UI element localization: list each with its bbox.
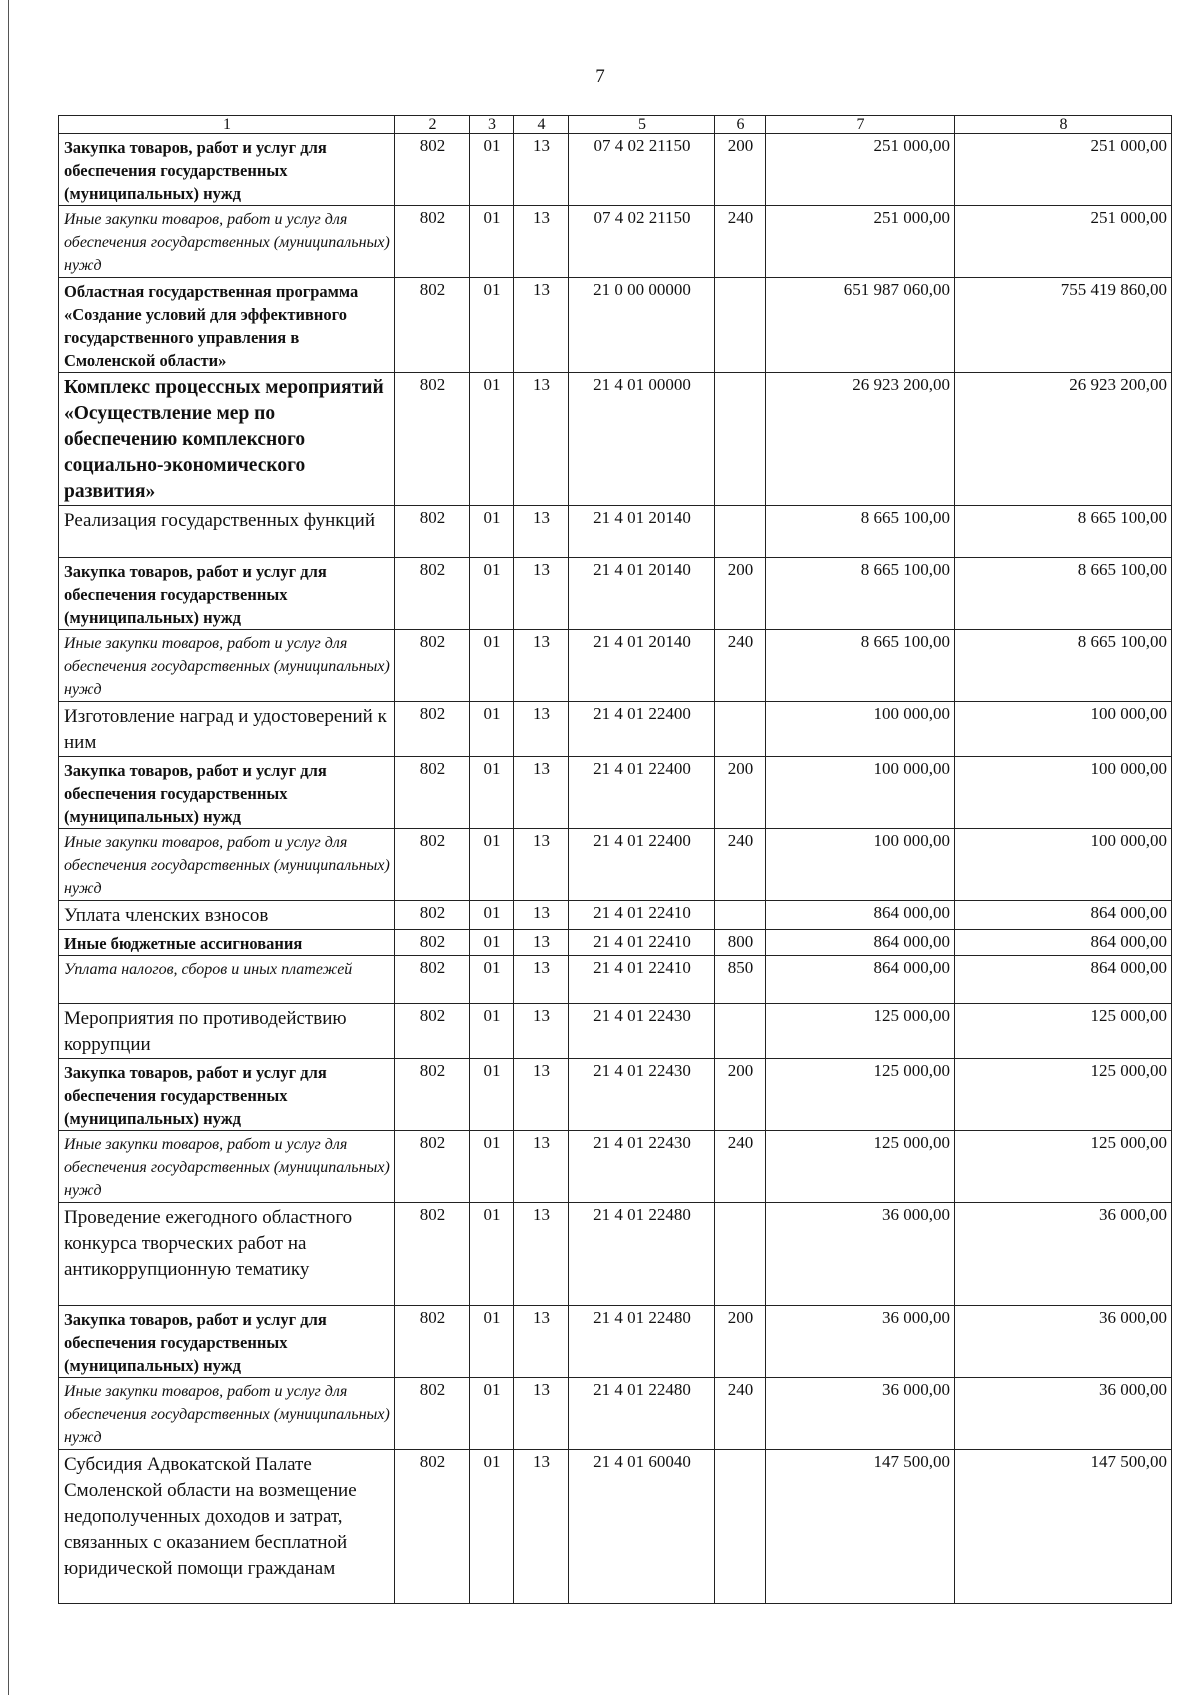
- page-number: 7: [595, 66, 605, 87]
- target-article-code: 21 4 01 22480: [569, 1378, 715, 1450]
- section-code: 01: [470, 134, 514, 206]
- subsection-code: 13: [514, 1203, 569, 1306]
- target-article-code: 21 4 01 60040: [569, 1450, 715, 1604]
- table-row: [59, 1203, 1172, 1306]
- header-cell: 7: [766, 116, 955, 134]
- amount-year-2: 864 000,00: [955, 956, 1172, 1004]
- amount-year-2: 8 665 100,00: [955, 630, 1172, 702]
- item-name: Иные бюджетные ассигнования: [59, 930, 395, 956]
- amount-year-2: 125 000,00: [955, 1004, 1172, 1059]
- table-row: [59, 757, 1172, 829]
- expense-type-code: [715, 901, 766, 930]
- expense-type-code: [715, 373, 766, 506]
- subsection-code: 13: [514, 956, 569, 1004]
- subsection-code: 13: [514, 1059, 569, 1131]
- table-row: [59, 956, 1172, 1004]
- item-name: Уплата членских взносов: [59, 901, 395, 930]
- amount-year-2: 8 665 100,00: [955, 506, 1172, 558]
- target-article-code: 21 4 01 22400: [569, 829, 715, 901]
- table-row: [59, 134, 1172, 206]
- item-name: Иные закупки товаров, работ и услуг для обеспечения государственных (муниципальных) нужд: [59, 1131, 395, 1203]
- section-code: 01: [470, 278, 514, 373]
- section-code: 01: [470, 1131, 514, 1203]
- expense-type-code: 200: [715, 1306, 766, 1378]
- item-name: Иные закупки товаров, работ и услуг для обеспечения государственных (муниципальных) нужд: [59, 1378, 395, 1450]
- target-article-code: 21 4 01 22430: [569, 1059, 715, 1131]
- target-article-code: 21 0 00 00000: [569, 278, 715, 373]
- amount-year-1: 36 000,00: [766, 1306, 955, 1378]
- amount-year-2: 864 000,00: [955, 930, 1172, 956]
- subsection-code: 13: [514, 901, 569, 930]
- expense-type-code: [715, 702, 766, 757]
- table-row: [59, 1306, 1172, 1378]
- amount-year-2: 36 000,00: [955, 1306, 1172, 1378]
- amount-year-2: 251 000,00: [955, 134, 1172, 206]
- budget-table: [58, 115, 1172, 1604]
- ministry-code: 802: [395, 558, 470, 630]
- subsection-code: 13: [514, 757, 569, 829]
- amount-year-1: 147 500,00: [766, 1450, 955, 1604]
- ministry-code: 802: [395, 1450, 470, 1604]
- section-code: 01: [470, 558, 514, 630]
- expense-type-code: [715, 278, 766, 373]
- amount-year-2: 125 000,00: [955, 1059, 1172, 1131]
- ministry-code: 802: [395, 829, 470, 901]
- table-row: [59, 702, 1172, 757]
- item-name: Закупка товаров, работ и услуг для обеспечения государственных (муниципальных) нужд: [59, 134, 395, 206]
- table-row: [59, 278, 1172, 373]
- ministry-code: 802: [395, 206, 470, 278]
- ministry-code: 802: [395, 1378, 470, 1450]
- expense-type-code: 240: [715, 1378, 766, 1450]
- subsection-code: 13: [514, 558, 569, 630]
- table-row: [59, 558, 1172, 630]
- amount-year-1: 864 000,00: [766, 901, 955, 930]
- table-row: [59, 829, 1172, 901]
- item-name: Закупка товаров, работ и услуг для обеспечения государственных (муниципальных) нужд: [59, 757, 395, 829]
- section-code: 01: [470, 506, 514, 558]
- ministry-code: 802: [395, 506, 470, 558]
- ministry-code: 802: [395, 930, 470, 956]
- subsection-code: 13: [514, 630, 569, 702]
- item-name: Закупка товаров, работ и услуг для обеспечения государственных (муниципальных) нужд: [59, 1059, 395, 1131]
- subsection-code: 13: [514, 1004, 569, 1059]
- section-code: 01: [470, 930, 514, 956]
- header-cell: 6: [715, 116, 766, 134]
- item-name: Областная государственная программа «Создание условий для эффективного государственного управления в Смоленской области»: [59, 278, 395, 373]
- ministry-code: 802: [395, 757, 470, 829]
- header-cell: 1: [59, 116, 395, 134]
- subsection-code: 13: [514, 1450, 569, 1604]
- amount-year-2: 36 000,00: [955, 1203, 1172, 1306]
- section-code: 01: [470, 829, 514, 901]
- amount-year-2: 100 000,00: [955, 702, 1172, 757]
- subsection-code: 13: [514, 1131, 569, 1203]
- ministry-code: 802: [395, 278, 470, 373]
- item-name: Реализация государственных функций: [59, 506, 395, 558]
- expense-type-code: 240: [715, 206, 766, 278]
- subsection-code: 13: [514, 506, 569, 558]
- item-name: Закупка товаров, работ и услуг для обеспечения государственных (муниципальных) нужд: [59, 558, 395, 630]
- amount-year-1: 251 000,00: [766, 134, 955, 206]
- expense-type-code: [715, 1004, 766, 1059]
- expense-type-code: 200: [715, 757, 766, 829]
- amount-year-1: 8 665 100,00: [766, 506, 955, 558]
- amount-year-1: 8 665 100,00: [766, 558, 955, 630]
- target-article-code: 07 4 02 21150: [569, 134, 715, 206]
- expense-type-code: 240: [715, 630, 766, 702]
- header-cell: 8: [955, 116, 1172, 134]
- table-row: [59, 901, 1172, 930]
- target-article-code: 21 4 01 22410: [569, 956, 715, 1004]
- section-code: 01: [470, 1203, 514, 1306]
- item-name: Иные закупки товаров, работ и услуг для обеспечения государственных (муниципальных) нужд: [59, 206, 395, 278]
- item-name: Иные закупки товаров, работ и услуг для обеспечения государственных (муниципальных) нужд: [59, 829, 395, 901]
- amount-year-2: 125 000,00: [955, 1131, 1172, 1203]
- amount-year-2: 100 000,00: [955, 757, 1172, 829]
- item-name: Изготовление наград и удостоверений к ним: [59, 702, 395, 757]
- ministry-code: 802: [395, 901, 470, 930]
- expense-type-code: [715, 1450, 766, 1604]
- amount-year-1: 8 665 100,00: [766, 630, 955, 702]
- target-article-code: 21 4 01 00000: [569, 373, 715, 506]
- subsection-code: 13: [514, 1306, 569, 1378]
- table-row: [59, 930, 1172, 956]
- ministry-code: 802: [395, 702, 470, 757]
- amount-year-1: 125 000,00: [766, 1004, 955, 1059]
- amount-year-1: 864 000,00: [766, 956, 955, 1004]
- subsection-code: 13: [514, 1378, 569, 1450]
- amount-year-1: 36 000,00: [766, 1203, 955, 1306]
- amount-year-1: 125 000,00: [766, 1131, 955, 1203]
- amount-year-1: 864 000,00: [766, 930, 955, 956]
- item-name: Иные закупки товаров, работ и услуг для обеспечения государственных (муниципальных) нужд: [59, 630, 395, 702]
- section-code: 01: [470, 373, 514, 506]
- table-row: [59, 373, 1172, 506]
- target-article-code: 21 4 01 22430: [569, 1004, 715, 1059]
- section-code: 01: [470, 1306, 514, 1378]
- target-article-code: 21 4 01 22400: [569, 702, 715, 757]
- table-row: [59, 1378, 1172, 1450]
- amount-year-2: 755 419 860,00: [955, 278, 1172, 373]
- ministry-code: 802: [395, 1203, 470, 1306]
- table-row: [59, 1131, 1172, 1203]
- section-code: 01: [470, 1059, 514, 1131]
- item-name: Уплата налогов, сборов и иных платежей: [59, 956, 395, 1004]
- table-row: [59, 206, 1172, 278]
- amount-year-1: 100 000,00: [766, 702, 955, 757]
- header-cell: 4: [514, 116, 569, 134]
- target-article-code: 21 4 01 20140: [569, 630, 715, 702]
- subsection-code: 13: [514, 206, 569, 278]
- table-row: [59, 630, 1172, 702]
- target-article-code: 21 4 01 22410: [569, 930, 715, 956]
- section-code: 01: [470, 1004, 514, 1059]
- amount-year-1: 125 000,00: [766, 1059, 955, 1131]
- target-article-code: 07 4 02 21150: [569, 206, 715, 278]
- target-article-code: 21 4 01 22480: [569, 1306, 715, 1378]
- item-name: Закупка товаров, работ и услуг для обеспечения государственных (муниципальных) нужд: [59, 1306, 395, 1378]
- section-code: 01: [470, 757, 514, 829]
- expense-type-code: 850: [715, 956, 766, 1004]
- expense-type-code: 240: [715, 829, 766, 901]
- section-code: 01: [470, 206, 514, 278]
- section-code: 01: [470, 956, 514, 1004]
- header-cell: 2: [395, 116, 470, 134]
- amount-year-2: 251 000,00: [955, 206, 1172, 278]
- subsection-code: 13: [514, 702, 569, 757]
- item-name: Комплекс процессных мероприятий «Осуществление мер по обеспечению комплексного социально-экономического развития»: [59, 373, 395, 506]
- subsection-code: 13: [514, 278, 569, 373]
- table-body: [59, 134, 1172, 1604]
- amount-year-2: 26 923 200,00: [955, 373, 1172, 506]
- left-margin-line: [8, 0, 9, 1695]
- target-article-code: 21 4 01 22480: [569, 1203, 715, 1306]
- header-cell: 3: [470, 116, 514, 134]
- item-name: Мероприятия по противодействию коррупции: [59, 1004, 395, 1059]
- table-row: [59, 1450, 1172, 1604]
- section-code: 01: [470, 1378, 514, 1450]
- amount-year-2: 864 000,00: [955, 901, 1172, 930]
- amount-year-2: 36 000,00: [955, 1378, 1172, 1450]
- section-code: 01: [470, 1450, 514, 1604]
- section-code: 01: [470, 630, 514, 702]
- amount-year-1: 100 000,00: [766, 757, 955, 829]
- section-code: 01: [470, 702, 514, 757]
- amount-year-2: 147 500,00: [955, 1450, 1172, 1604]
- ministry-code: 802: [395, 373, 470, 506]
- amount-year-1: 26 923 200,00: [766, 373, 955, 506]
- target-article-code: 21 4 01 22410: [569, 901, 715, 930]
- amount-year-1: 251 000,00: [766, 206, 955, 278]
- amount-year-1: 100 000,00: [766, 829, 955, 901]
- section-code: 01: [470, 901, 514, 930]
- expense-type-code: 200: [715, 558, 766, 630]
- ministry-code: 802: [395, 1004, 470, 1059]
- amount-year-2: 100 000,00: [955, 829, 1172, 901]
- amount-year-2: 8 665 100,00: [955, 558, 1172, 630]
- header-cell: 5: [569, 116, 715, 134]
- item-name: Субсидия Адвокатской Палате Смоленской области на возмещение недополученных доходов и затрат, связанных с оказанием бесплатной юридической помощи гражданам: [59, 1450, 395, 1604]
- expense-type-code: 240: [715, 1131, 766, 1203]
- ministry-code: 802: [395, 1131, 470, 1203]
- target-article-code: 21 4 01 22430: [569, 1131, 715, 1203]
- table-row: [59, 1059, 1172, 1131]
- amount-year-1: 651 987 060,00: [766, 278, 955, 373]
- header-row: [59, 116, 1172, 134]
- ministry-code: 802: [395, 630, 470, 702]
- table-row: [59, 506, 1172, 558]
- table-row: [59, 1004, 1172, 1059]
- expense-type-code: 800: [715, 930, 766, 956]
- ministry-code: 802: [395, 1306, 470, 1378]
- amount-year-1: 36 000,00: [766, 1378, 955, 1450]
- expense-type-code: 200: [715, 1059, 766, 1131]
- subsection-code: 13: [514, 134, 569, 206]
- item-name: Проведение ежегодного областного конкурса творческих работ на антикоррупционную тематику: [59, 1203, 395, 1306]
- subsection-code: 13: [514, 930, 569, 956]
- target-article-code: 21 4 01 22400: [569, 757, 715, 829]
- ministry-code: 802: [395, 1059, 470, 1131]
- ministry-code: 802: [395, 134, 470, 206]
- expense-type-code: [715, 506, 766, 558]
- subsection-code: 13: [514, 829, 569, 901]
- target-article-code: 21 4 01 20140: [569, 558, 715, 630]
- expense-type-code: 200: [715, 134, 766, 206]
- expense-type-code: [715, 1203, 766, 1306]
- ministry-code: 802: [395, 956, 470, 1004]
- target-article-code: 21 4 01 20140: [569, 506, 715, 558]
- subsection-code: 13: [514, 373, 569, 506]
